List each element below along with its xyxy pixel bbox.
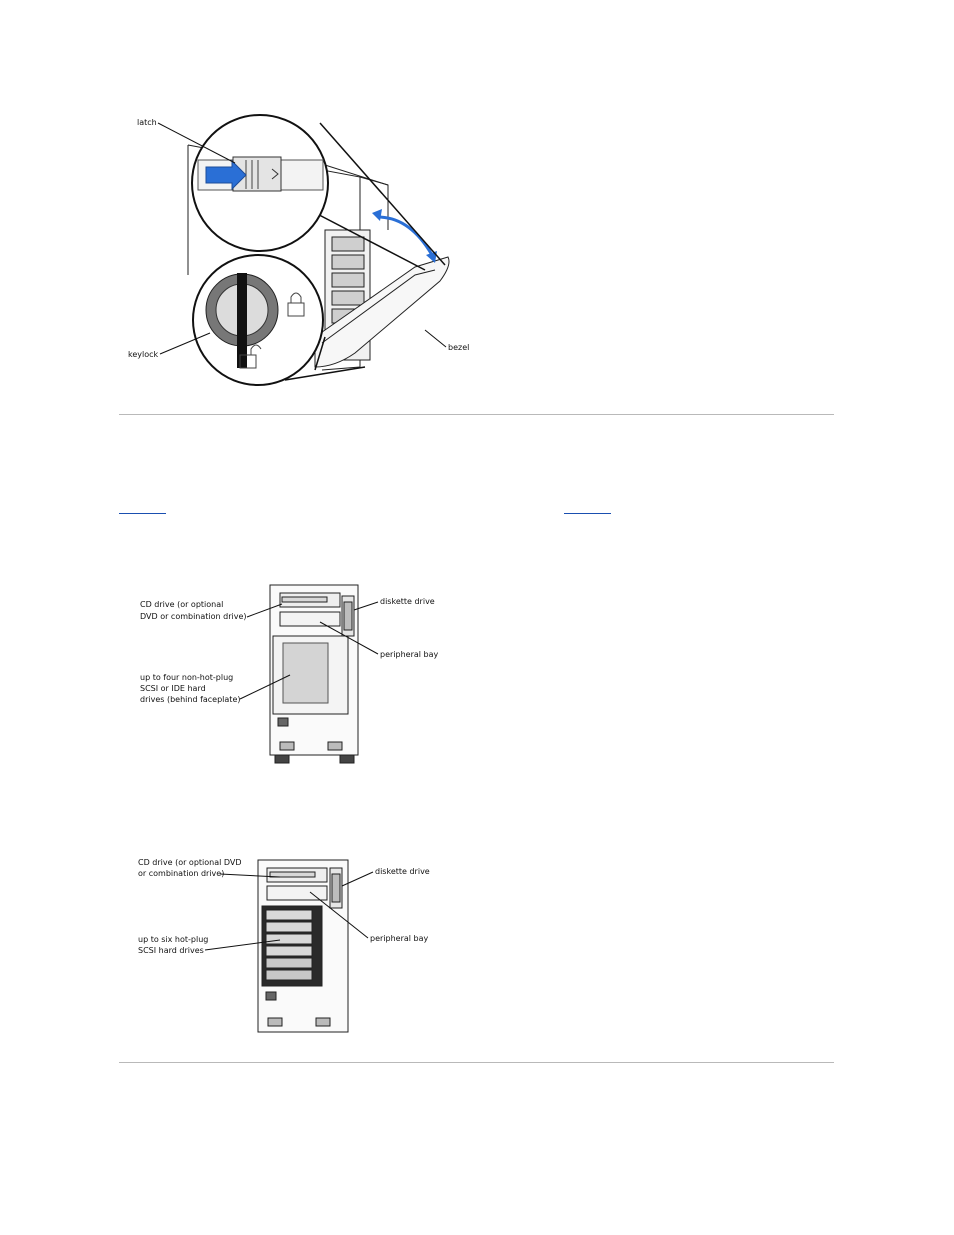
open-arrow-icon (372, 209, 437, 263)
keylock-label: keylock (128, 350, 159, 359)
nav-link-left[interactable] (119, 503, 166, 514)
diskette-drive-label: diskette drive (375, 867, 430, 876)
latch-label: latch (137, 118, 157, 127)
nav-link-right[interactable] (564, 503, 611, 514)
hard-drives-label-line2: SCSI or IDE hard (140, 684, 206, 693)
section-divider-bottom (119, 1062, 834, 1063)
hard-drives-label-line3: drives (behind faceplate) (140, 695, 241, 704)
cd-drive-label-line1: CD drive (or optional (140, 600, 224, 609)
latch-zoom-circle (192, 115, 445, 270)
cd-drive-label-line2: or combination drive) (138, 869, 225, 878)
non-hot-plug-front-view-figure (130, 580, 460, 770)
bezel-latch-keylock-figure (110, 105, 480, 395)
hard-drives-label-line1: up to four non-hot-plug (140, 673, 234, 682)
hard-drives-label-line2: SCSI hard drives (138, 946, 204, 955)
diskette-drive-label: diskette drive (380, 597, 435, 606)
peripheral-bay-label: peripheral bay (370, 934, 429, 943)
peripheral-bay-label: peripheral bay (380, 650, 439, 659)
tower-front (258, 860, 348, 1032)
bezel-label: bezel (448, 343, 470, 352)
hard-drives-label-line1: up to six hot-plug (138, 935, 209, 944)
section-divider-top (119, 414, 834, 415)
cd-drive-label-line2: DVD or combination drive) (140, 612, 247, 621)
tower-front (270, 585, 358, 763)
cd-drive-label-line1: CD drive (or optional DVD (138, 858, 242, 867)
hot-plug-front-view-figure (130, 850, 460, 1040)
